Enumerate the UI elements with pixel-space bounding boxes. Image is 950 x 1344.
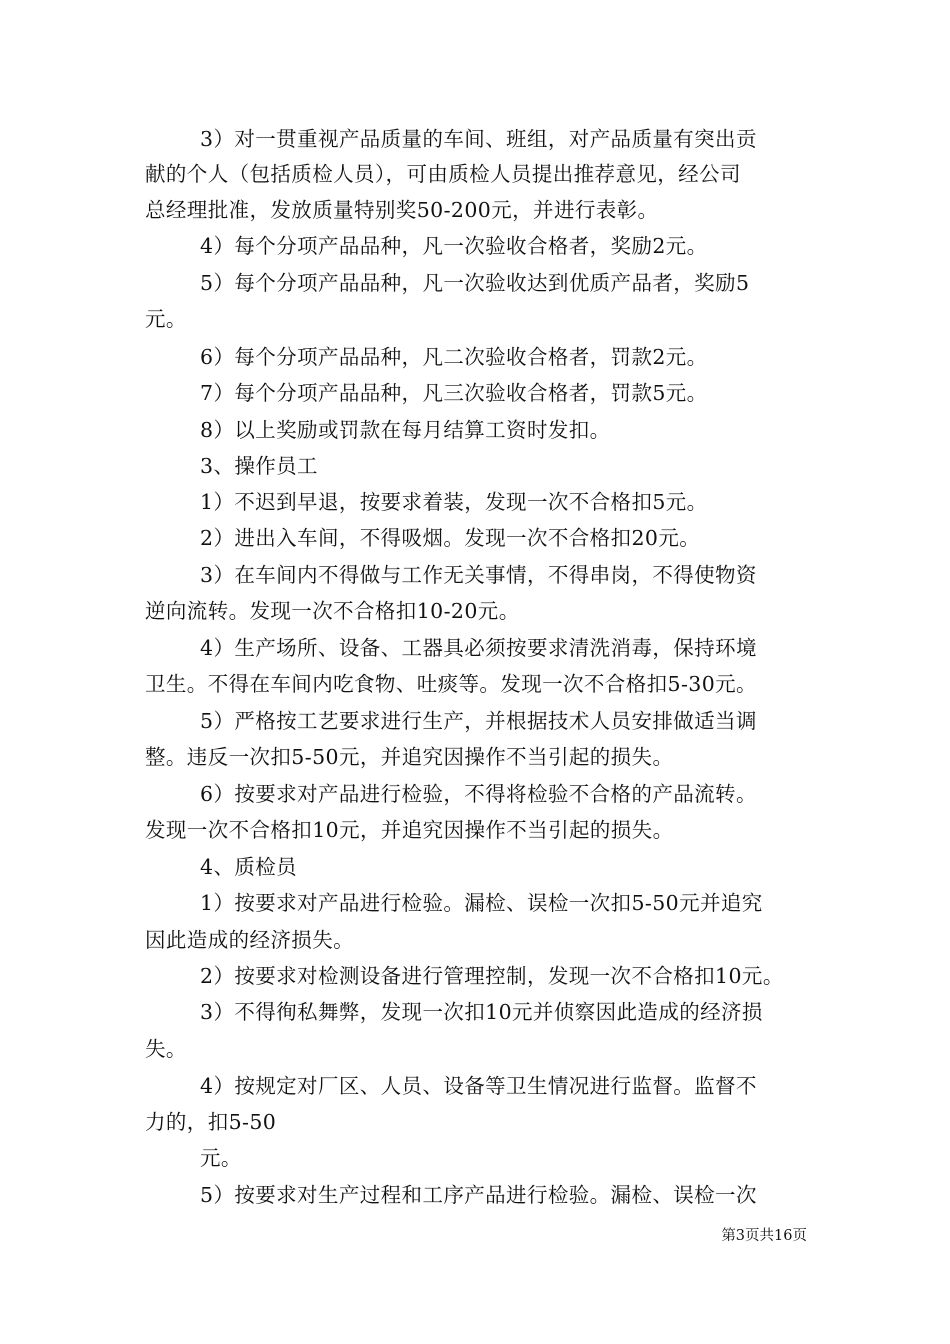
text-line: 7）每个分项产品品种，凡三次验收合格者，罚款5元。 [200,381,708,405]
text-line: 卫生。不得在车间内吃食物、吐痰等。发现一次不合格扣5-30元。 [145,672,757,696]
text-line: 因此造成的经济损失。 [145,928,354,952]
text-line: 1）不迟到早退，按要求着装，发现一次不合格扣5元。 [200,490,708,514]
text-line: 6）每个分项产品品种，凡二次验收合格者，罚款2元。 [200,345,708,369]
text-line: 3）对一贯重视产品质量的车间、班组，对产品质量有突出贡 [200,127,757,151]
text-line: 2）按要求对检测设备进行管理控制，发现一次不合格扣10元。 [200,964,784,988]
text-line: 献的个人（包括质检人员），可由质检人员提出推荐意见，经公司 [145,162,741,186]
text-line: 逆向流转。发现一次不合格扣10-20元。 [145,599,520,623]
page-number: 第3页共16页 [721,1228,807,1244]
text-line: 元。 [145,307,187,331]
text-line: 6）按要求对产品进行检验，不得将检验不合格的产品流转。 [200,782,757,806]
text-line: 力的，扣5-50 [145,1110,277,1134]
text-line: 2）进出入车间，不得吸烟。发现一次不合格扣20元。 [200,526,701,550]
text-line: 1）按要求对产品进行检验。漏检、误检一次扣5-50元并追究 [200,891,763,915]
text-line: 4）生产场所、设备、工器具必须按要求清洗消毒，保持环境 [200,636,757,660]
section-heading: 4、质检员 [200,855,298,879]
text-line: 4）按规定对厂区、人员、设备等卫生情况进行监督。监督不 [200,1074,757,1098]
text-line: 4）每个分项产品品种，凡一次验收合格者，奖励2元。 [200,234,708,258]
text-line: 总经理批准，发放质量特别奖50-200元，并进行表彰。 [145,198,659,222]
text-line: 元。 [200,1146,242,1170]
text-line: 8）以上奖励或罚款在每月结算工资时发扣。 [200,418,611,442]
text-line: 3）在车间内不得做与工作无关事情，不得串岗，不得使物资 [200,563,757,587]
text-line: 5）按要求对生产过程和工序产品进行检验。漏检、误检一次 [200,1183,757,1207]
text-line: 整。违反一次扣5-50元，并追究因操作不当引起的损失。 [145,745,674,769]
text-line: 5）每个分项产品品种，凡一次验收达到优质产品者，奖励5 [200,271,750,295]
text-line: 3）不得徇私舞弊，发现一次扣10元并侦察因此造成的经济损 [200,1000,763,1024]
text-line: 发现一次不合格扣10元，并追究因操作不当引起的损失。 [145,818,674,842]
section-heading: 3、操作员工 [200,454,318,478]
text-line: 5）严格按工艺要求进行生产，并根据技术人员安排做适当调 [200,709,757,733]
text-line: 失。 [145,1037,187,1061]
